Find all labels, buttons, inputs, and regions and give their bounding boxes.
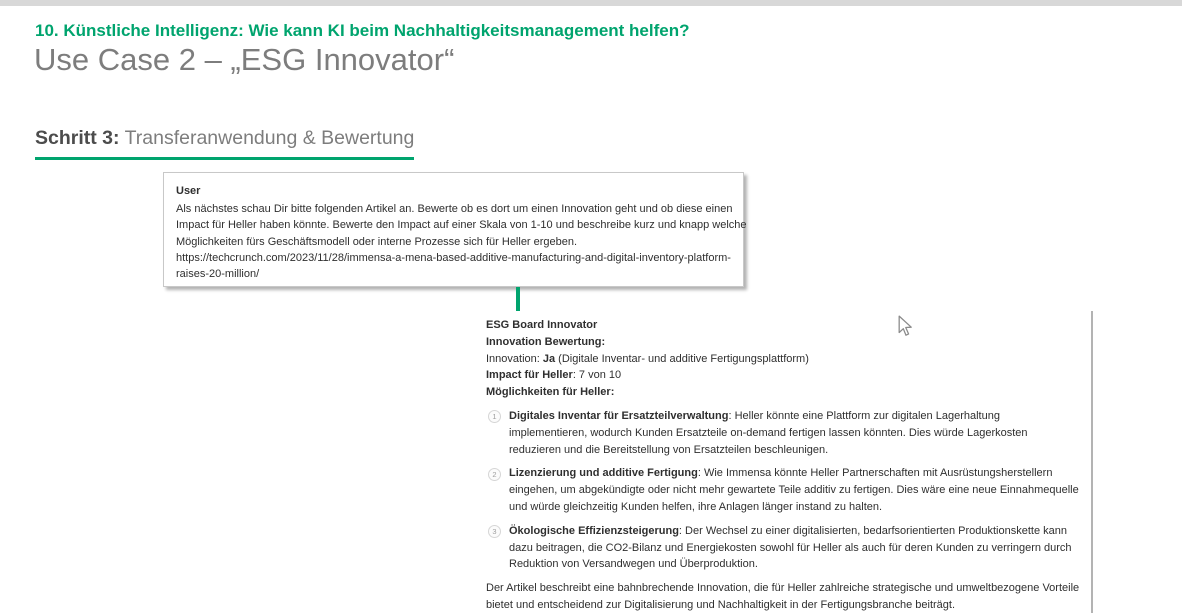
list-number-badge: 1 xyxy=(488,410,501,423)
list-item-body: : Heller könnte eine Plattform zur digitalen Lagerhaltung implementieren, wodurch Kunden Ersatzteile on-demand fertigen lassen könnten. Dies würde Lagerkosten reduzieren und die Bereitstellung von Ersatzteilen beschleunigen. xyxy=(509,409,1028,456)
kicker-heading: 10. Künstliche Intelligenz: Wie kann KI beim Nachhaltigkeitsmanagement helfen? xyxy=(35,21,690,40)
closing-paragraph: Der Artikel beschreibt eine bahnbrechende Innovation, die für Heller zahlreiche strategische und umweltbezogene Vorteile bietet und entscheidend zur Digitalisierung und Nachhaltigkeit in der Fertigungsbranche beiträgt. xyxy=(486,582,1080,611)
step-label: Schritt 3: xyxy=(35,127,120,149)
innovation-prefix: Innovation: xyxy=(486,352,543,365)
user-message-line: Als nächstes schau Dir bitte folgenden Artikel an. Bewerte ob es dort um einen Innovation geht und ob diese einen xyxy=(176,203,733,215)
innovation-detail: (Digitale Inventar- und additive Fertigungsplattform) xyxy=(555,352,809,365)
list-item xyxy=(486,523,1080,573)
user-message-card xyxy=(163,172,747,287)
connector-line xyxy=(516,287,520,311)
bot-name-label: ESG Board Innovator xyxy=(486,319,598,331)
list-item-title: Lizenzierung und additive Fertigung xyxy=(509,467,698,480)
user-author-label: User xyxy=(176,185,201,197)
window-top-edge xyxy=(0,0,1182,6)
list-item-body: : Der Wechsel zu einer digitalisierten, bedarfsorientierten Produktionskette kann dazu beitragen, die CO2-Bilanz und Energiekosten sowohl für Heller als auch für deren Kunden zu verringern durch Reduktion von Versandwegen und Überproduktion. xyxy=(509,524,1072,571)
assistant-response-panel xyxy=(486,317,1080,614)
step-heading xyxy=(35,127,414,160)
user-message-line: Möglichkeiten fürs Geschäftsmodell oder interne Prozesse sich für Heller ergeben. xyxy=(176,235,578,248)
innovation-line xyxy=(486,351,1080,368)
list-number-badge: 2 xyxy=(488,468,501,481)
list-item-title: Digitales Inventar für Ersatzteilverwaltung xyxy=(509,409,729,422)
list-item-title: Ökologische Effizienzsteigerung xyxy=(509,524,679,537)
screenshot-right-border xyxy=(1091,311,1093,613)
user-message-line: https://techcrunch.com/2023/11/28/immensa-a-mena-based-additive-manufacturing-and-digital-inventory-platform- xyxy=(176,251,731,264)
list-item xyxy=(486,408,1080,458)
response-section-title: Innovation Bewertung: xyxy=(486,335,606,348)
list-number-badge: 3 xyxy=(488,525,501,538)
user-message-line: raises-20-million/ xyxy=(176,268,260,281)
list-item-text xyxy=(509,408,1080,458)
impact-label: Impact für Heller xyxy=(486,369,573,382)
mouse-cursor-icon xyxy=(897,315,914,338)
slide-title: Use Case 2 – „ESG Innovator“ xyxy=(34,42,455,77)
list-item-text xyxy=(509,523,1080,573)
impact-line xyxy=(486,367,1080,384)
list-item-body: : Wie Immensa könnte Heller Partnerschaften mit Ausrüstungsherstellern eingehen, um abgekündigte oder nicht mehr gewartete Teile additiv zu fertigen. Dies wäre eine neue Einnahmequelle und würde gleichzeitig Kunden helfen, ihre Anlagen länger instand zu halten. xyxy=(509,467,1079,513)
user-message-line: Impact für Heller haben könnte. Bewerte den Impact auf einer Skala von 1-10 und beschreibe kurz und knapp welche xyxy=(176,219,747,232)
impact-value: : 7 von 10 xyxy=(572,369,622,382)
step-title: Transferanwendung & Bewertung xyxy=(119,127,415,149)
user-message-text xyxy=(176,201,747,282)
innovation-answer: Ja xyxy=(542,352,556,365)
possibilities-list xyxy=(486,408,1080,573)
list-item-text xyxy=(509,465,1080,515)
list-item xyxy=(486,465,1080,515)
possibilities-label: Möglichkeiten für Heller: xyxy=(486,386,615,399)
